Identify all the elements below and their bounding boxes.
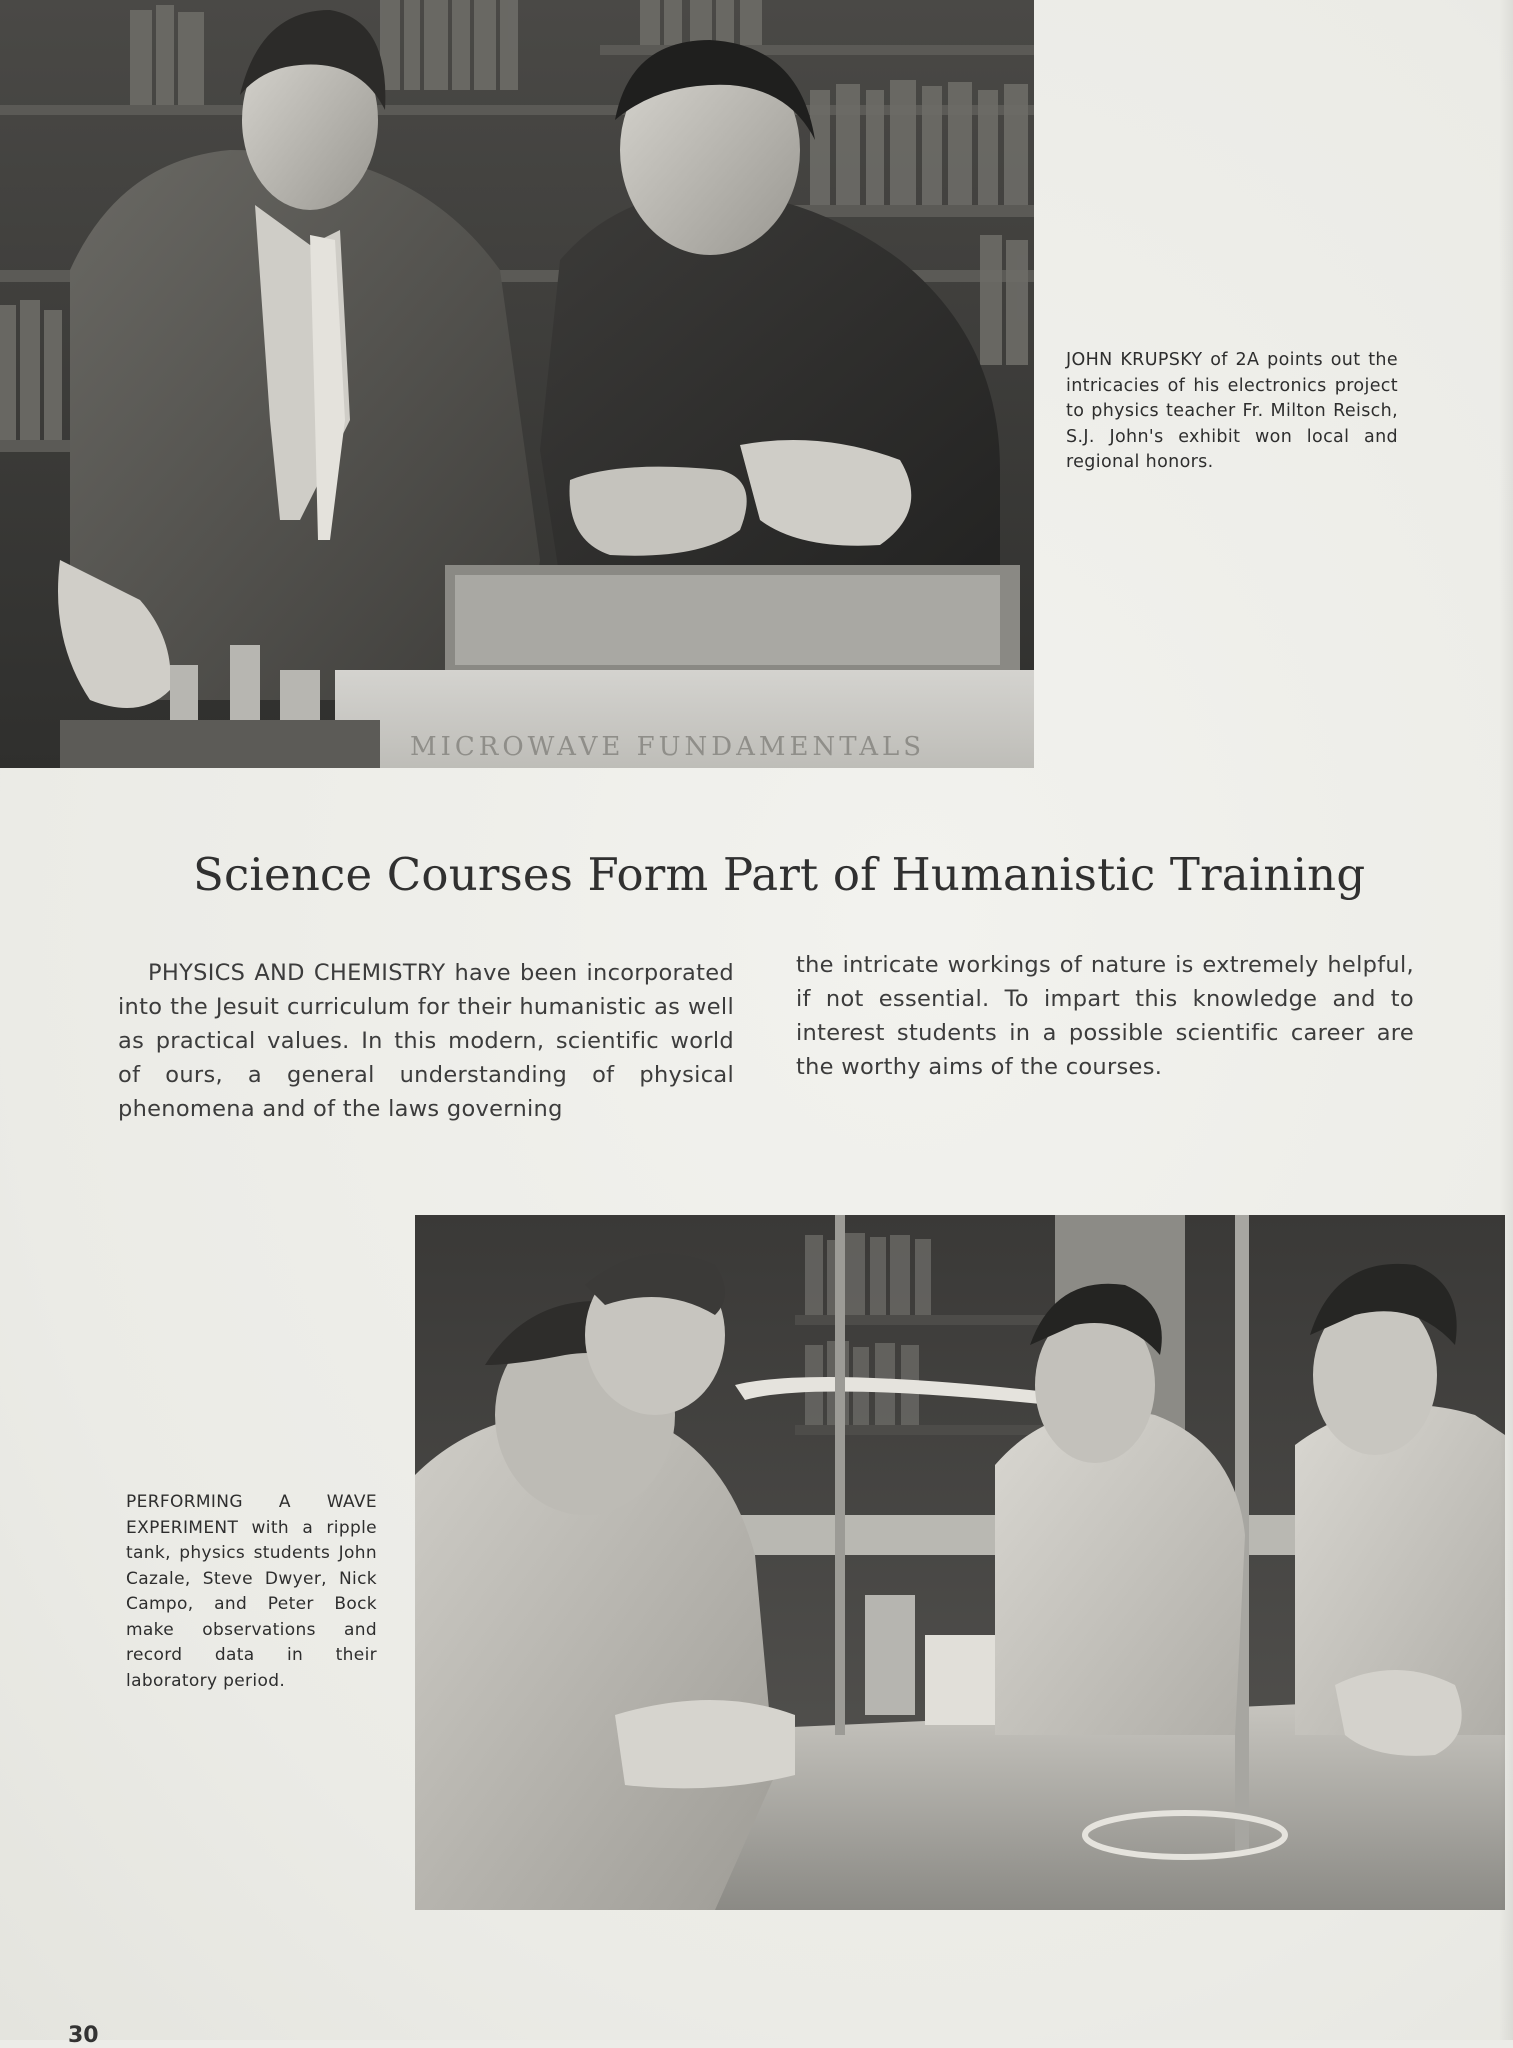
body-column-left — [118, 956, 734, 1126]
top-photo-caption — [1066, 348, 1398, 476]
page-edge-shadow — [1499, 0, 1513, 2040]
page-number: 30 — [68, 2023, 99, 2048]
page-headline: Science Courses Form Part of Humanistic Training — [193, 848, 1366, 901]
photo-ripple-tank-experiment — [415, 1215, 1505, 1910]
caption-bottom-text: with a ripple tank, physics students John Cazale, Steve Dwyer, Nick Campo, and Peter Bock make observations and record data in their laboratory period. — [126, 1517, 377, 1691]
caption-top-lead: JOHN KRUPSKY — [1066, 350, 1203, 370]
microwave-sign-text: MICROWAVE FUNDAMENTALS — [410, 732, 926, 762]
photo-student-and-teacher — [0, 0, 1034, 768]
body-left-text: have been incorporated into the Jesuit curriculum for their humanistic as well as practical values. In this modern, scientific world of ours, a general understanding of physical phenomena and of the laws governing — [118, 960, 734, 1122]
caption-bottom-lead: PERFORMING A WAVE EXPERIMENT — [126, 1492, 377, 1538]
body-lead: PHYSICS AND CHEMISTRY — [148, 960, 446, 986]
bottom-photo-caption — [126, 1490, 377, 1694]
caption-top-text: of 2A points out the intricacies of his electronics project to physics teacher Fr. Milton Reisch, S.J. John's exhibit won local and regional honors. — [1066, 350, 1398, 472]
body-column-right: the intricate workings of nature is extremely helpful, if not essential. To impart this knowledge and to interest students in a possible scientific career are the worthy aims of the courses. — [796, 952, 1414, 1080]
